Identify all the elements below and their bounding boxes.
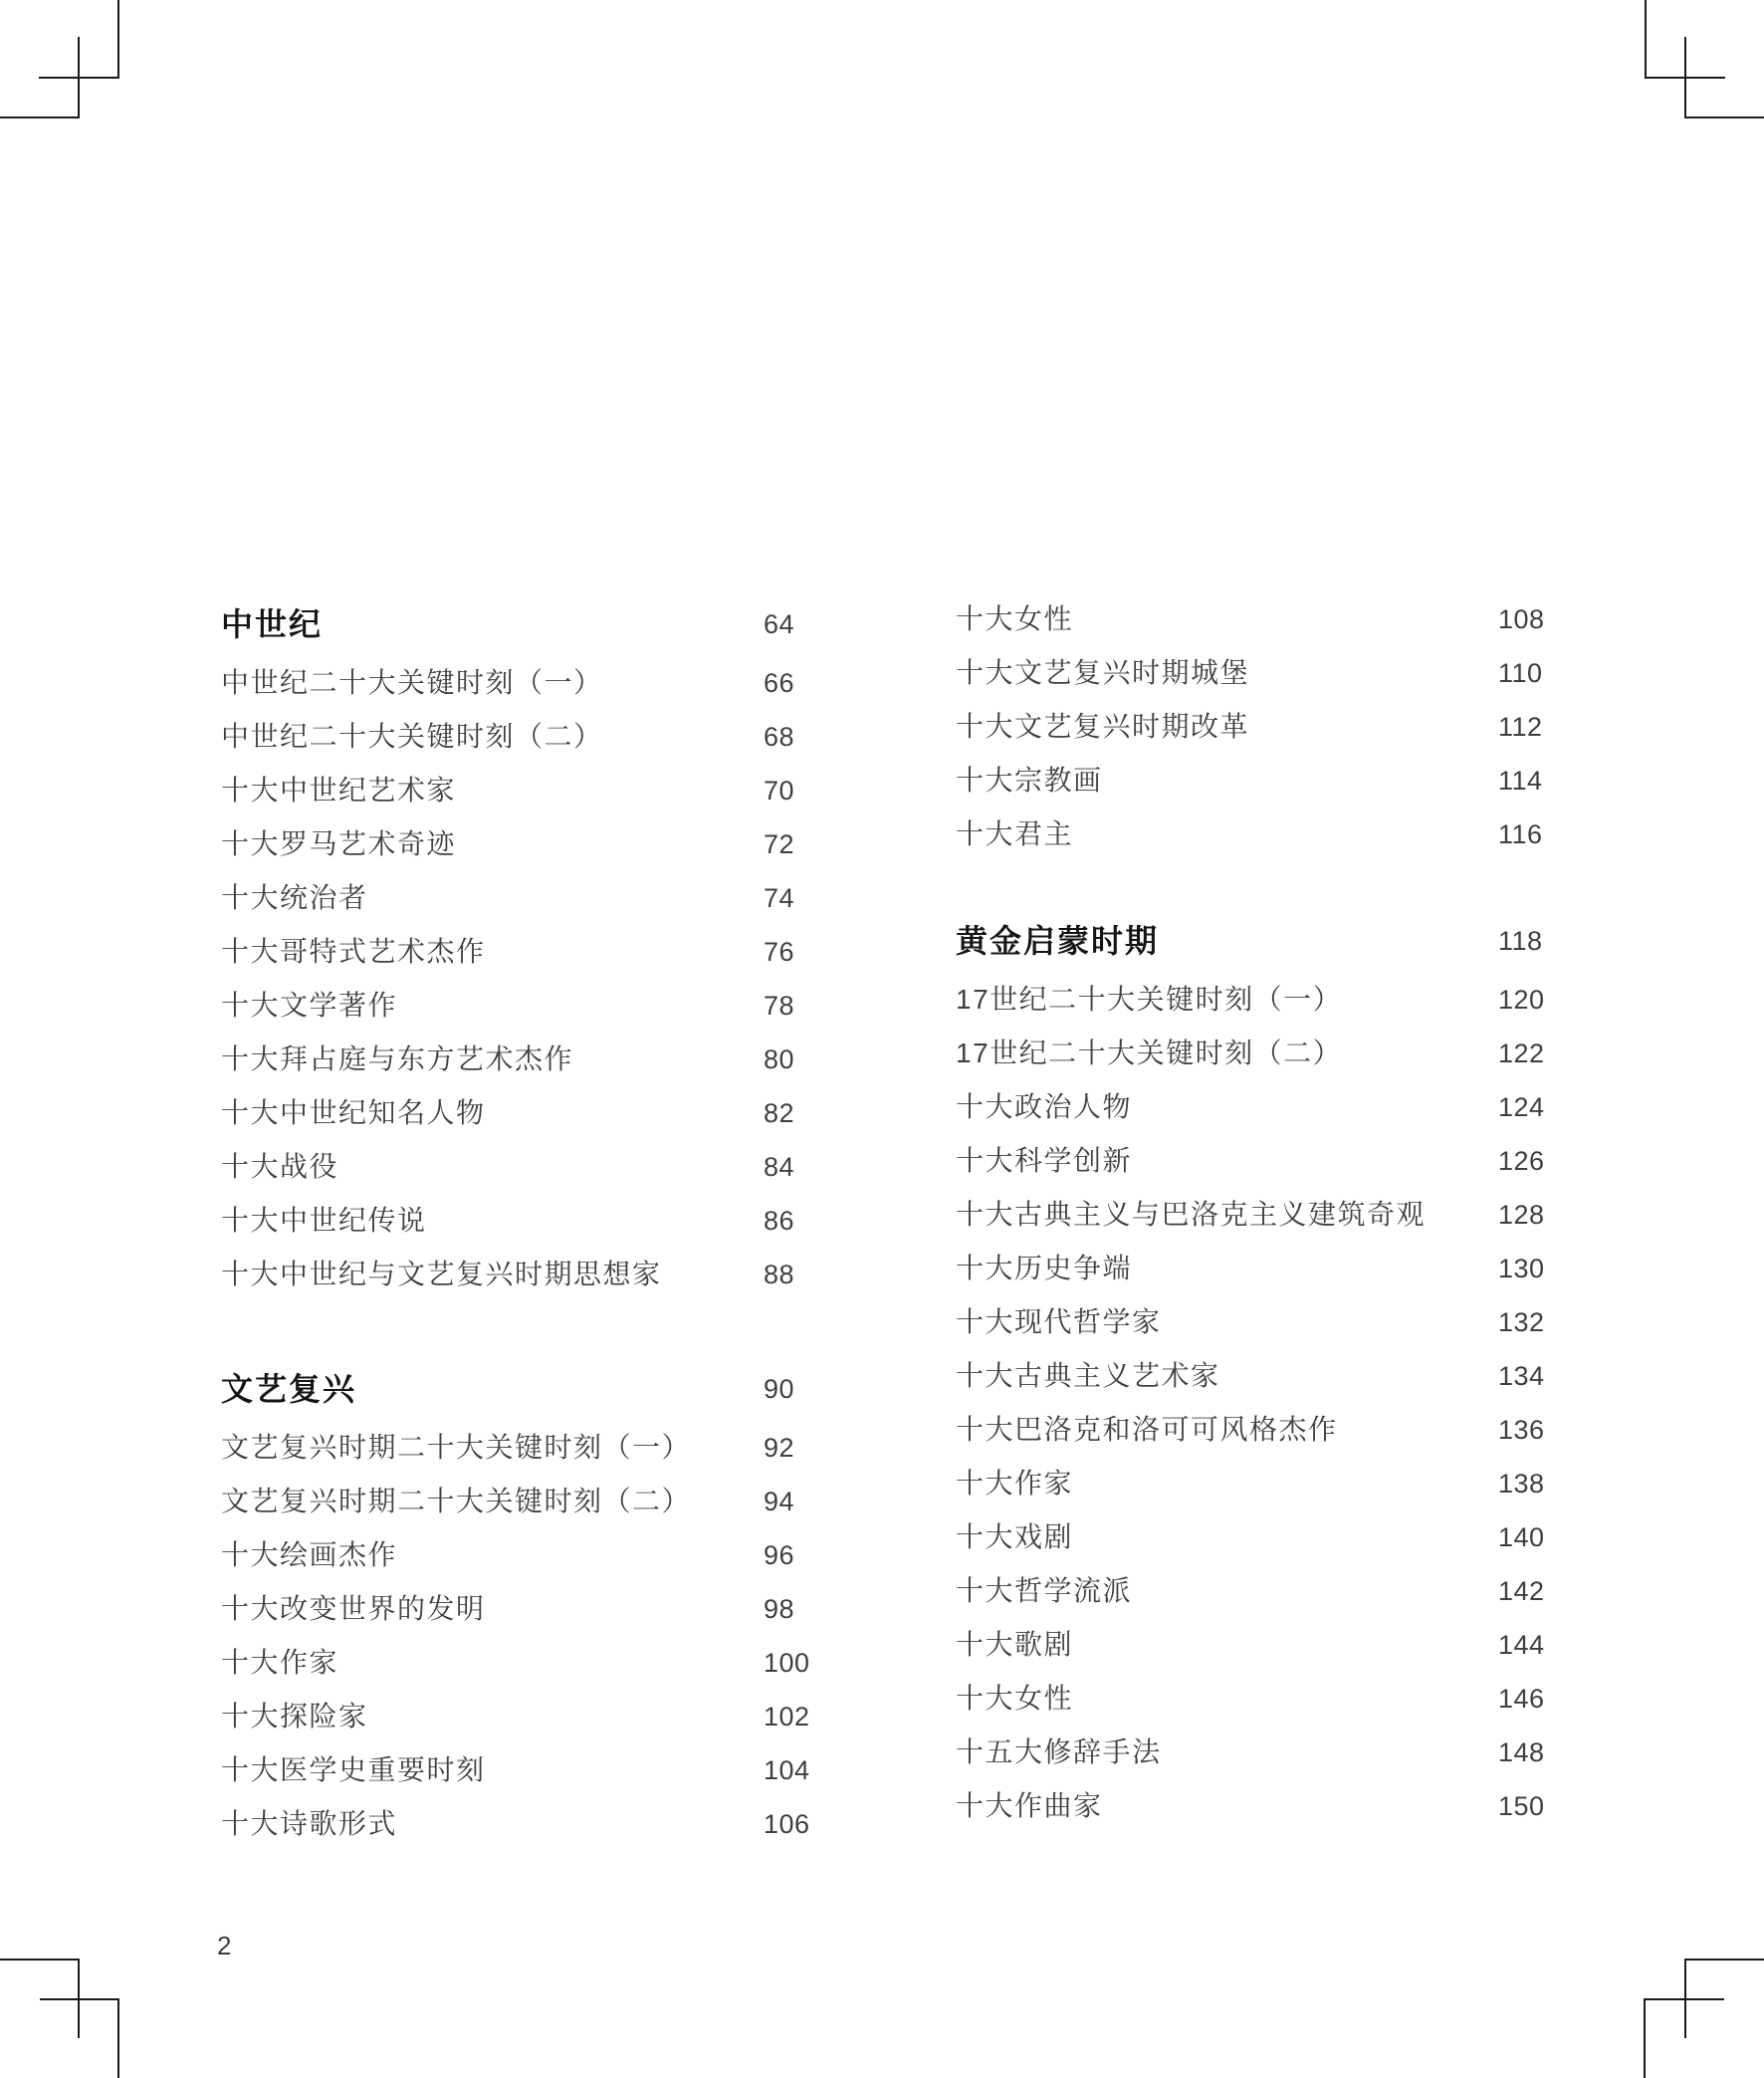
toc-entry-row [221, 656, 838, 710]
toc-entry-row [956, 1403, 1573, 1457]
toc-entry-title: 十大中世纪知名人物 [221, 1097, 486, 1128]
toc-entry-row [221, 1194, 838, 1248]
toc-entry-page-number: 124 [1498, 1092, 1545, 1122]
toc-entry-page-number: 112 [1498, 712, 1543, 742]
toc-entry-page-number: 146 [1498, 1684, 1545, 1714]
toc-entry-title: 十大探险家 [221, 1701, 368, 1732]
toc-entry-page-number: 140 [1498, 1522, 1545, 1552]
toc-entry-title: 十大诗歌形式 [221, 1808, 398, 1839]
toc-entry-page-number: 116 [1498, 819, 1543, 849]
toc-entry-title: 十大战役 [221, 1151, 339, 1182]
toc-entry-title: 文艺复兴时期二十大关键时刻（一） [221, 1432, 692, 1463]
toc-entry-row [956, 1134, 1573, 1188]
toc-entry-page-number: 126 [1498, 1146, 1545, 1176]
toc-section-title: 文艺复兴 [221, 1371, 357, 1407]
toc-entry-page-number: 136 [1498, 1415, 1545, 1445]
toc-entry-row [221, 1743, 838, 1797]
toc-entry-title: 十大作家 [221, 1647, 339, 1678]
toc-section-heading-row [956, 909, 1573, 973]
toc-entry-page-number: 142 [1498, 1576, 1545, 1606]
toc-entry-title: 十大哲学流派 [956, 1575, 1133, 1606]
toc-entry-title: 十大中世纪艺术家 [221, 775, 457, 806]
toc-entry-title: 十大医学史重要时刻 [221, 1754, 486, 1785]
toc-entry-row [956, 1027, 1573, 1080]
toc-entry-row [221, 871, 838, 925]
toc-entry-page-number: 78 [764, 991, 795, 1021]
toc-entry-row [956, 1510, 1573, 1564]
toc-entry-title: 文艺复兴时期二十大关键时刻（二） [221, 1486, 692, 1516]
toc-entry-title: 中世纪二十大关键时刻（一） [221, 667, 603, 698]
toc-entry-page-number: 86 [764, 1206, 795, 1236]
toc-entry-page-number: 74 [764, 883, 795, 913]
toc-entry-title: 十大统治者 [221, 882, 368, 913]
toc-entry-title: 十大哥特式艺术杰作 [221, 936, 486, 967]
toc-entry-page-number: 110 [1498, 658, 1543, 688]
crop-mark-top-right-inner [1684, 37, 1764, 118]
toc-entry-title: 十五大修辞手法 [956, 1736, 1162, 1767]
toc-entry-row [956, 1779, 1573, 1833]
toc-entry-page-number: 134 [1498, 1361, 1545, 1391]
toc-entry-title: 十大文学著作 [221, 990, 398, 1021]
toc-entry-page-number: 96 [764, 1540, 795, 1570]
toc-entry-title: 十大历史争端 [956, 1253, 1133, 1283]
toc-entry-row [221, 817, 838, 871]
toc-entry-page-number: 150 [1498, 1791, 1545, 1821]
toc-entry-page-number: 82 [764, 1098, 795, 1128]
toc-entry-title: 十大宗教画 [956, 765, 1103, 796]
toc-entry-row [956, 1726, 1573, 1779]
toc-entry-page-number: 106 [764, 1809, 810, 1839]
toc-entry-page-number: 118 [1498, 926, 1543, 956]
toc-entry-row [956, 592, 1573, 646]
toc-entry-row [221, 1140, 838, 1194]
toc-entry-row [956, 1672, 1573, 1726]
toc-entry-row [221, 710, 838, 764]
toc-column-right [956, 592, 1573, 1833]
toc-entry-title: 17世纪二十大关键时刻（一） [956, 984, 1343, 1015]
toc-entry-page-number: 66 [764, 668, 795, 698]
toc-entry-page-number: 90 [764, 1374, 795, 1404]
toc-entry-row [956, 808, 1573, 861]
toc-entry-row [221, 764, 838, 817]
toc-entry-page-number: 130 [1498, 1254, 1545, 1283]
toc-entry-row [221, 1690, 838, 1743]
toc-entry-title: 十大女性 [956, 1683, 1074, 1714]
crop-mark-bottom-right-inner [1644, 1998, 1724, 2078]
toc-entry-row [956, 646, 1573, 700]
toc-entry-page-number: 88 [764, 1260, 795, 1289]
toc-entry-row [956, 1188, 1573, 1242]
toc-entry-title: 十大政治人物 [956, 1091, 1133, 1122]
toc-entry-row [956, 700, 1573, 754]
toc-entry-row [221, 1086, 838, 1140]
toc-entry-page-number: 94 [764, 1487, 795, 1516]
toc-entry-page-number: 120 [1498, 985, 1545, 1015]
toc-entry-row [221, 1475, 838, 1528]
toc-entry-row [956, 1349, 1573, 1403]
toc-entry-row [956, 1295, 1573, 1349]
toc-entry-page-number: 104 [764, 1755, 810, 1785]
toc-entry-title: 十大绘画杰作 [221, 1539, 398, 1570]
toc-entry-title: 十大中世纪与文艺复兴时期思想家 [221, 1259, 662, 1289]
toc-entry-row [956, 1080, 1573, 1134]
toc-entry-page-number: 80 [764, 1044, 795, 1074]
folio-page-number: 2 [217, 1931, 232, 1961]
toc-section-heading-row [221, 592, 838, 656]
toc-entry-row [221, 1582, 838, 1636]
toc-entry-title: 十大文艺复兴时期改革 [956, 711, 1250, 742]
toc-entry-page-number: 98 [764, 1594, 795, 1624]
toc-entry-title: 十大戏剧 [956, 1521, 1074, 1552]
toc-entry-title: 十大改变世界的发明 [221, 1593, 486, 1624]
toc-entry-page-number: 100 [764, 1648, 810, 1678]
toc-entry-page-number: 148 [1498, 1737, 1545, 1767]
toc-entry-title: 十大科学创新 [956, 1145, 1133, 1176]
toc-entry-row [221, 1528, 838, 1582]
toc-entry-row [956, 1457, 1573, 1510]
toc-entry-page-number: 122 [1498, 1039, 1545, 1068]
toc-entry-title: 十大女性 [956, 603, 1074, 634]
toc-entry-page-number: 68 [764, 722, 795, 752]
toc-entry-row [956, 973, 1573, 1027]
toc-entry-row [956, 754, 1573, 808]
toc-entry-row [221, 1248, 838, 1301]
toc-section-title: 中世纪 [221, 606, 324, 642]
toc-entry-row [221, 1636, 838, 1690]
toc-entry-row [956, 1242, 1573, 1295]
toc-entry-page-number: 132 [1498, 1307, 1545, 1337]
toc-entry-title: 十大拜占庭与东方艺术杰作 [221, 1043, 574, 1074]
toc-entry-page-number: 144 [1498, 1630, 1545, 1660]
toc-entry-page-number: 108 [1498, 604, 1545, 634]
toc-entry-page-number: 64 [764, 609, 795, 639]
toc-section-heading-row [221, 1357, 838, 1421]
crop-mark-top-left-inner [0, 37, 80, 118]
toc-entry-title: 十大现代哲学家 [956, 1306, 1162, 1337]
toc-entry-row [956, 1618, 1573, 1672]
toc-entry-title: 十大文艺复兴时期城堡 [956, 657, 1250, 688]
toc-entry-page-number: 92 [764, 1433, 795, 1463]
toc-entry-row [221, 1033, 838, 1086]
toc-entry-title: 十大君主 [956, 818, 1074, 849]
toc-entry-row [221, 1421, 838, 1475]
toc-entry-title: 十大作曲家 [956, 1790, 1103, 1821]
toc-entry-title: 十大古典主义与巴洛克主义建筑奇观 [956, 1199, 1427, 1230]
toc-column-left [221, 592, 838, 1851]
toc-section-title: 黄金启蒙时期 [956, 923, 1160, 959]
toc-entry-title: 十大中世纪传说 [221, 1205, 427, 1236]
toc-entry-title: 17世纪二十大关键时刻（二） [956, 1038, 1343, 1068]
toc-entry-title: 十大作家 [956, 1468, 1074, 1499]
toc-entry-row [221, 1797, 838, 1851]
toc-entry-page-number: 114 [1498, 766, 1543, 796]
toc-entry-row [221, 979, 838, 1033]
crop-mark-bottom-left-inner [40, 1998, 119, 2078]
toc-entry-row [956, 1564, 1573, 1618]
toc-entry-page-number: 76 [764, 937, 795, 967]
toc-entry-page-number: 84 [764, 1152, 795, 1182]
toc-entry-page-number: 72 [764, 829, 795, 859]
toc-entry-page-number: 128 [1498, 1200, 1545, 1230]
toc-entry-title: 十大罗马艺术奇迹 [221, 828, 457, 859]
toc-entry-title: 十大歌剧 [956, 1629, 1074, 1660]
toc-entry-row [221, 925, 838, 979]
toc-entry-title: 十大古典主义艺术家 [956, 1360, 1220, 1391]
toc-entry-page-number: 102 [764, 1702, 810, 1732]
toc-entry-page-number: 70 [764, 776, 795, 806]
toc-entry-page-number: 138 [1498, 1469, 1545, 1499]
toc-entry-title: 十大巴洛克和洛可可风格杰作 [956, 1414, 1338, 1445]
toc-entry-title: 中世纪二十大关键时刻（二） [221, 721, 603, 752]
